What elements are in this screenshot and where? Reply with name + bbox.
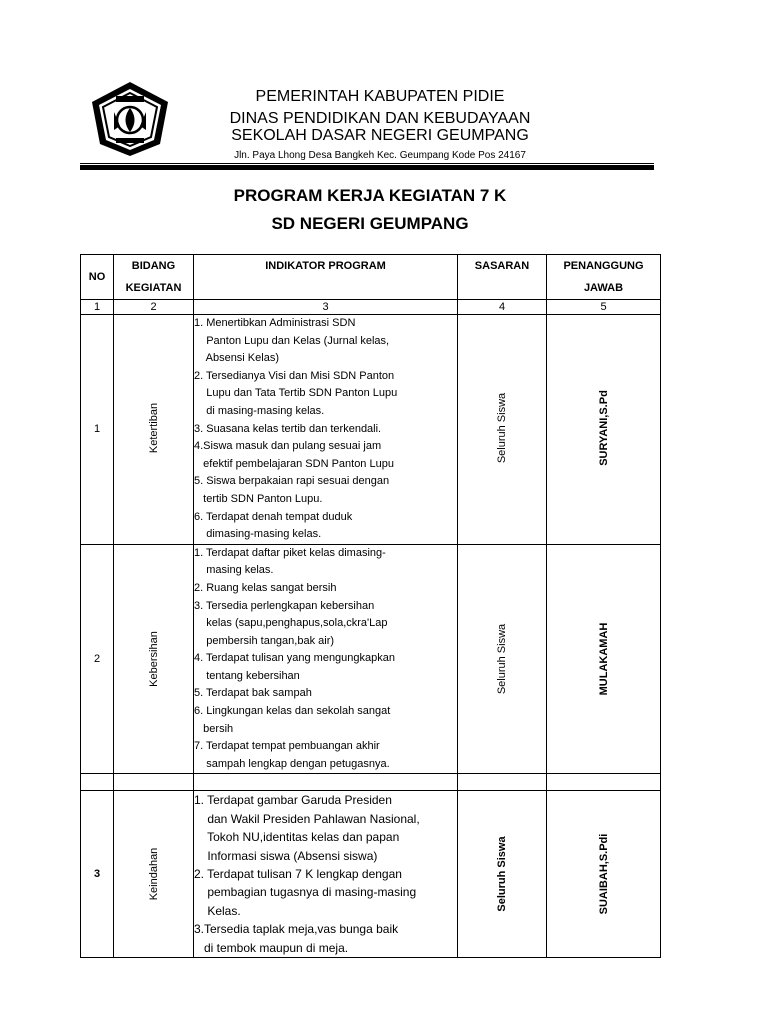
sasaran-cell xyxy=(458,544,547,774)
header-department: DINAS PENDIDIKAN DAN KEBUDAYAAN xyxy=(229,110,531,127)
penanggung-jawab-name: SURYANI,S.Pd xyxy=(597,390,610,466)
header-school-name: SEKOLAH DASAR NEGERI GEUMPANG xyxy=(231,127,529,144)
table-row xyxy=(81,544,661,774)
school-logo xyxy=(90,80,170,158)
bidang-cell xyxy=(114,791,194,958)
row-number: 1 xyxy=(81,315,114,545)
header-divider-thick xyxy=(80,165,654,170)
column-number: 5 xyxy=(547,300,661,315)
empty-cell xyxy=(458,774,547,791)
indikator-line: 2. Terdapat tulisan 7 K lengkap dengan xyxy=(194,867,402,881)
header-indikator: INDIKATOR PROGRAM xyxy=(194,255,458,300)
row-number: 3 xyxy=(81,791,114,958)
indikator-line: dan Wakil Presiden Pahlawan Nasional, xyxy=(194,811,420,826)
indikator-line: efektif pembelajaran SDN Panton Lupu xyxy=(194,457,394,470)
indikator-line: 2. Ruang kelas sangat bersih xyxy=(194,581,337,594)
indikator-line: masing kelas. xyxy=(194,564,274,577)
bidang-label: Kebersihan xyxy=(147,630,160,687)
penanggung-jawab-name: MULAKAMAH xyxy=(597,622,610,696)
indikator-line: Absensi Kelas) xyxy=(194,352,279,365)
indikator-line: 3. Tersedia perlengkapan kebersihan xyxy=(194,599,375,612)
indikator-line: 1. Terdapat daftar piket kelas dimasing- xyxy=(194,546,386,559)
penanggung-jawab-cell xyxy=(547,544,661,774)
bidang-label: Ketertiban xyxy=(147,402,160,454)
indikator-line: Informasi siswa (Absensi siswa) xyxy=(194,848,378,863)
sasaran-label: Seluruh Siswa xyxy=(496,392,508,464)
penanggung-jawab-cell xyxy=(547,315,661,545)
empty-cell xyxy=(114,774,194,791)
document-subtitle: SD NEGERI GEUMPANG xyxy=(271,214,469,233)
sasaran-label: Seluruh Siswa xyxy=(496,836,508,913)
indikator-line: tentang kebersihan xyxy=(194,669,300,682)
indikator-line: 2. Tersedianya Visi dan Misi SDN Panton xyxy=(194,369,395,382)
sasaran-label: Seluruh Siswa xyxy=(496,623,508,694)
column-number: 4 xyxy=(458,300,547,315)
header-divider-thin xyxy=(80,163,654,164)
indikator-cell xyxy=(194,544,458,774)
column-number: 3 xyxy=(194,300,458,315)
empty-row xyxy=(81,774,661,791)
header-sasaran: SASARAN xyxy=(458,255,547,300)
indikator-line: Kelas. xyxy=(194,903,241,918)
empty-cell xyxy=(81,774,114,791)
bidang-label: Keindahan xyxy=(147,848,160,901)
indikator-line: 6. Lingkungan kelas dan sekolah sangat xyxy=(194,705,391,718)
bidang-cell xyxy=(114,315,194,545)
indikator-line: Lupu dan Tata Tertib SDN Panton Lupu xyxy=(194,387,398,400)
indikator-line: 4. Terdapat tulisan yang mengungkapkan xyxy=(194,652,395,665)
empty-cell xyxy=(194,774,458,791)
indikator-line: dimasing-masing kelas. xyxy=(194,528,322,541)
column-number: 2 xyxy=(114,300,194,315)
sasaran-cell xyxy=(458,791,547,958)
indikator-line: pembersih tangan,bak air) xyxy=(194,634,335,647)
table-header-row xyxy=(81,255,661,300)
indikator-cell xyxy=(194,315,458,545)
indikator-line: 5. Siswa berpakaian rapi sesuai dengan xyxy=(194,475,390,488)
indikator-line: pembagian tugasnya di masing-masing xyxy=(194,885,417,900)
header-no: NO xyxy=(81,255,114,300)
indikator-line: 7. Terdapat tempat pembuangan akhir xyxy=(194,740,380,753)
indikator-line: 3.Tersedia taplak meja,vas bunga baik xyxy=(194,922,399,937)
row-number: 2 xyxy=(81,544,114,774)
indikator-line: bersih xyxy=(194,722,234,735)
indikator-line: 4.Siswa masuk dan pulang sesuai jam xyxy=(194,440,382,453)
program-table xyxy=(80,254,661,958)
header-government: PEMERINTAH KABUPATEN PIDIE xyxy=(255,88,505,105)
document-title: PROGRAM KERJA KEGIATAN 7 K xyxy=(233,186,507,205)
column-number: 1 xyxy=(81,300,114,315)
column-number-row xyxy=(81,300,661,315)
indikator-line: tertib SDN Panton Lupu. xyxy=(194,492,323,505)
indikator-line: kelas (sapu,penghapus,sola,ckra'Lap xyxy=(194,617,388,630)
header-penanggung-jawab: PENANGGUNG JAWAB xyxy=(547,255,661,300)
indikator-line: 6. Terdapat denah tempat duduk xyxy=(194,510,353,523)
indikator-line: Panton Lupu dan Kelas (Jurnal kelas, xyxy=(194,334,390,347)
indikator-line: 1. Terdapat gambar Garuda Presiden xyxy=(194,793,392,808)
indikator-line: 5. Terdapat bak sampah xyxy=(194,687,312,700)
table-row xyxy=(81,315,661,545)
header-address: Jln. Paya Lhong Desa Bangkeh Kec. Geumpang Kode Pos 24167 xyxy=(234,150,526,161)
indikator-line: di tembok maupun di meja. xyxy=(194,940,349,955)
indikator-line: di masing-masing kelas. xyxy=(194,404,325,417)
penanggung-jawab-cell xyxy=(547,791,661,958)
bidang-cell xyxy=(114,544,194,774)
empty-cell xyxy=(547,774,661,791)
indikator-line: 1. Menertibkan Administrasi SDN xyxy=(194,317,356,329)
penanggung-jawab-name: SUAIBAH,S.Pdi xyxy=(597,834,610,915)
indikator-line: sampah lengkap dengan petugasnya. xyxy=(194,757,390,770)
table-row xyxy=(81,791,661,958)
indikator-line: 3. Suasana kelas tertib dan terkendali. xyxy=(194,422,382,435)
indikator-cell xyxy=(194,791,458,958)
indikator-line: Tokoh NU,identitas kelas dan papan xyxy=(194,830,400,845)
sasaran-cell xyxy=(458,315,547,545)
header-bidang: BIDANG KEGIATAN xyxy=(114,255,194,300)
